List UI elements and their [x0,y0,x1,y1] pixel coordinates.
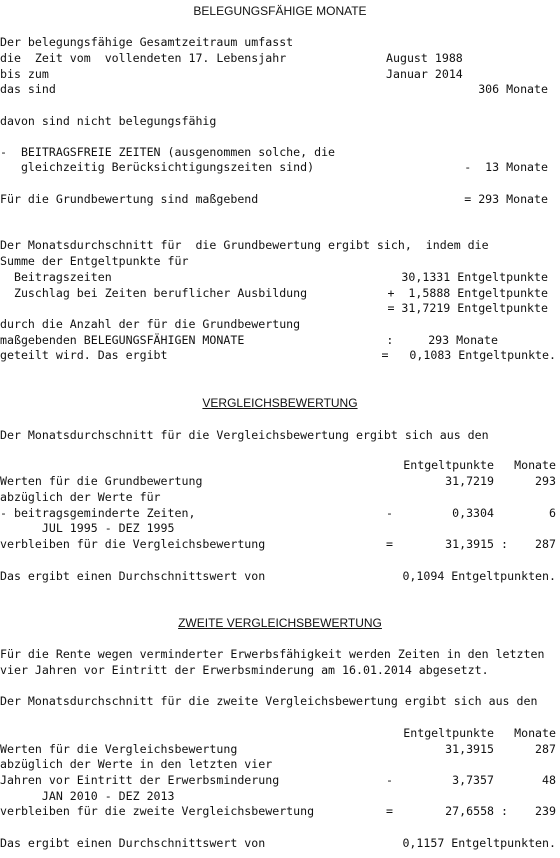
s2-div-line2: maßgebenden BELEGUNGSFÄHIGEN MONATE [0,333,245,347]
s3-row3-ep: 0,3304 [452,506,494,520]
s2-result-value: = 0,1083 Entgeltpunkte. [381,348,556,362]
s3-row5-ep: 31,3915 : [445,537,508,551]
s4-col-ep: Entgeltpunkte [403,726,494,740]
s3-row5-op: = [386,537,393,551]
s2-div-value: : 293 Monate [386,333,498,347]
s3-row3-label: - beitragsgeminderte Zeiten, [0,506,196,520]
s3-row1-ep: 31,7219 [445,474,494,488]
s4-row1-mon: 287 [535,742,556,756]
s4-row3-label: Jahren vor Eintritt der Erwerbsminderung [0,773,280,787]
s1-not-eligible: davon sind nicht belegungsfähig [0,114,217,128]
s1-free-value: - 13 Monate [464,160,548,174]
s4-row5-ep: 27,6558 : [445,804,508,818]
s1-base-label: Für die Grundbewertung sind maßgebend [0,192,259,206]
s4-row3-op: - [386,773,393,787]
s1-free-line1: - BEITRAGSFREIE ZEITEN (ausgenommen solche, die [0,145,336,159]
s2-suppl-value: + 1,5888 Entgeltpunkte [387,286,548,300]
s4-row1-ep: 31,3915 [445,742,494,756]
s2-div-line1: durch die Anzahl der für die Grundbewertung [0,317,301,331]
s3-avg-value: 0,1094 Entgeltpunkten. [402,569,556,583]
s3-row1-label: Werten für die Grundbewertung [0,474,203,488]
heading-zweite-vergleichsbewertung: ZWEITE VERGLEICHSBEWERTUNG [178,616,382,630]
s4-row5-mon: 239 [535,804,556,818]
s3-row1-mon: 293 [535,474,556,488]
s3-col-ep: Entgeltpunkte [403,458,494,472]
s2-contrib-value: 30,1331 Entgeltpunkte [401,270,548,284]
s1-row1-label: die Zeit vom vollendeten 17. Lebensjahr [0,51,287,65]
s4-row1-label: Werten für die Vergleichsbewertung [0,742,238,756]
s2-result-label: geteilt wird. Das ergibt [0,348,168,362]
s1-free-line2: gleichzeitig Berücksichtigungszeiten sind) [0,160,315,174]
s4-avg-label: Das ergibt einen Durchschnittswert von [0,836,266,850]
s3-row3-mon: 6 [549,506,556,520]
s2-sum-value: = 31,7219 Entgeltpunkte [387,301,548,315]
s4-intro: Der Monatsdurchschnitt für die zweite Vergleichsbewertung ergibt sich aus den [0,694,538,708]
s4-row5-op: = [386,804,393,818]
s4-row3-mon: 48 [542,773,556,787]
s1-row3-label: das sind [0,82,56,96]
s2-line2: Summe der Entgeltpunkte für [0,254,189,268]
s2-line1: Der Monatsdurchschnitt für die Grundbewertung ergibt sich, indem die [0,238,489,252]
heading-belegungsfaehige-monate: BELEGUNGSFÄHIGE MONATE [193,4,367,18]
s4-row4-label: JAN 2010 - DEZ 2013 [0,789,175,803]
s3-row5-mon: 287 [535,537,556,551]
s3-row4-label: JUL 1995 - DEZ 1995 [0,521,175,535]
s1-row2-value: Januar 2014 [386,67,463,81]
s2-contrib-label: Beitragszeiten [0,270,112,284]
s2-suppl-label: Zuschlag bei Zeiten beruflicher Ausbildung [0,286,308,300]
s3-intro: Der Monatsdurchschnitt für die Vergleichsbewertung ergibt sich aus den [0,428,489,442]
s3-row2-label: abzüglich der Werte für [0,490,161,504]
heading-vergleichsbewertung: VERGLEICHSBEWERTUNG [202,396,358,410]
s3-col-mon: Monate [514,458,556,472]
s4-row3-ep: 3,7357 [452,773,494,787]
s3-row5-label: verbleiben für die Vergleichsbewertung [0,537,266,551]
s1-intro: Der belegungsfähige Gesamtzeitraum umfasst [0,35,294,49]
s1-row1-value: August 1988 [386,51,463,65]
s1-row2-label: bis zum [0,67,49,81]
s4-col-mon: Monate [514,726,556,740]
s4-row5-label: verbleiben für die zweite Vergleichsbewertung [0,804,315,818]
s4-para1-line2: vier Jahren vor Eintritt der Erwerbsminderung am 16.01.2014 abgesetzt. [0,663,489,677]
s4-row2-label: abzüglich der Werte in den letzten vier [0,757,273,771]
s4-para1-line1: Für die Rente wegen verminderter Erwerbsfähigkeit werden Zeiten in den letzten [0,647,545,661]
s3-avg-label: Das ergibt einen Durchschnittswert von [0,569,266,583]
s3-row3-op: - [386,506,393,520]
s1-base-value: = 293 Monate [464,192,548,206]
s4-avg-value: 0,1157 Entgeltpunkten. [402,836,556,850]
s1-row3-value: 306 Monate [478,82,548,96]
